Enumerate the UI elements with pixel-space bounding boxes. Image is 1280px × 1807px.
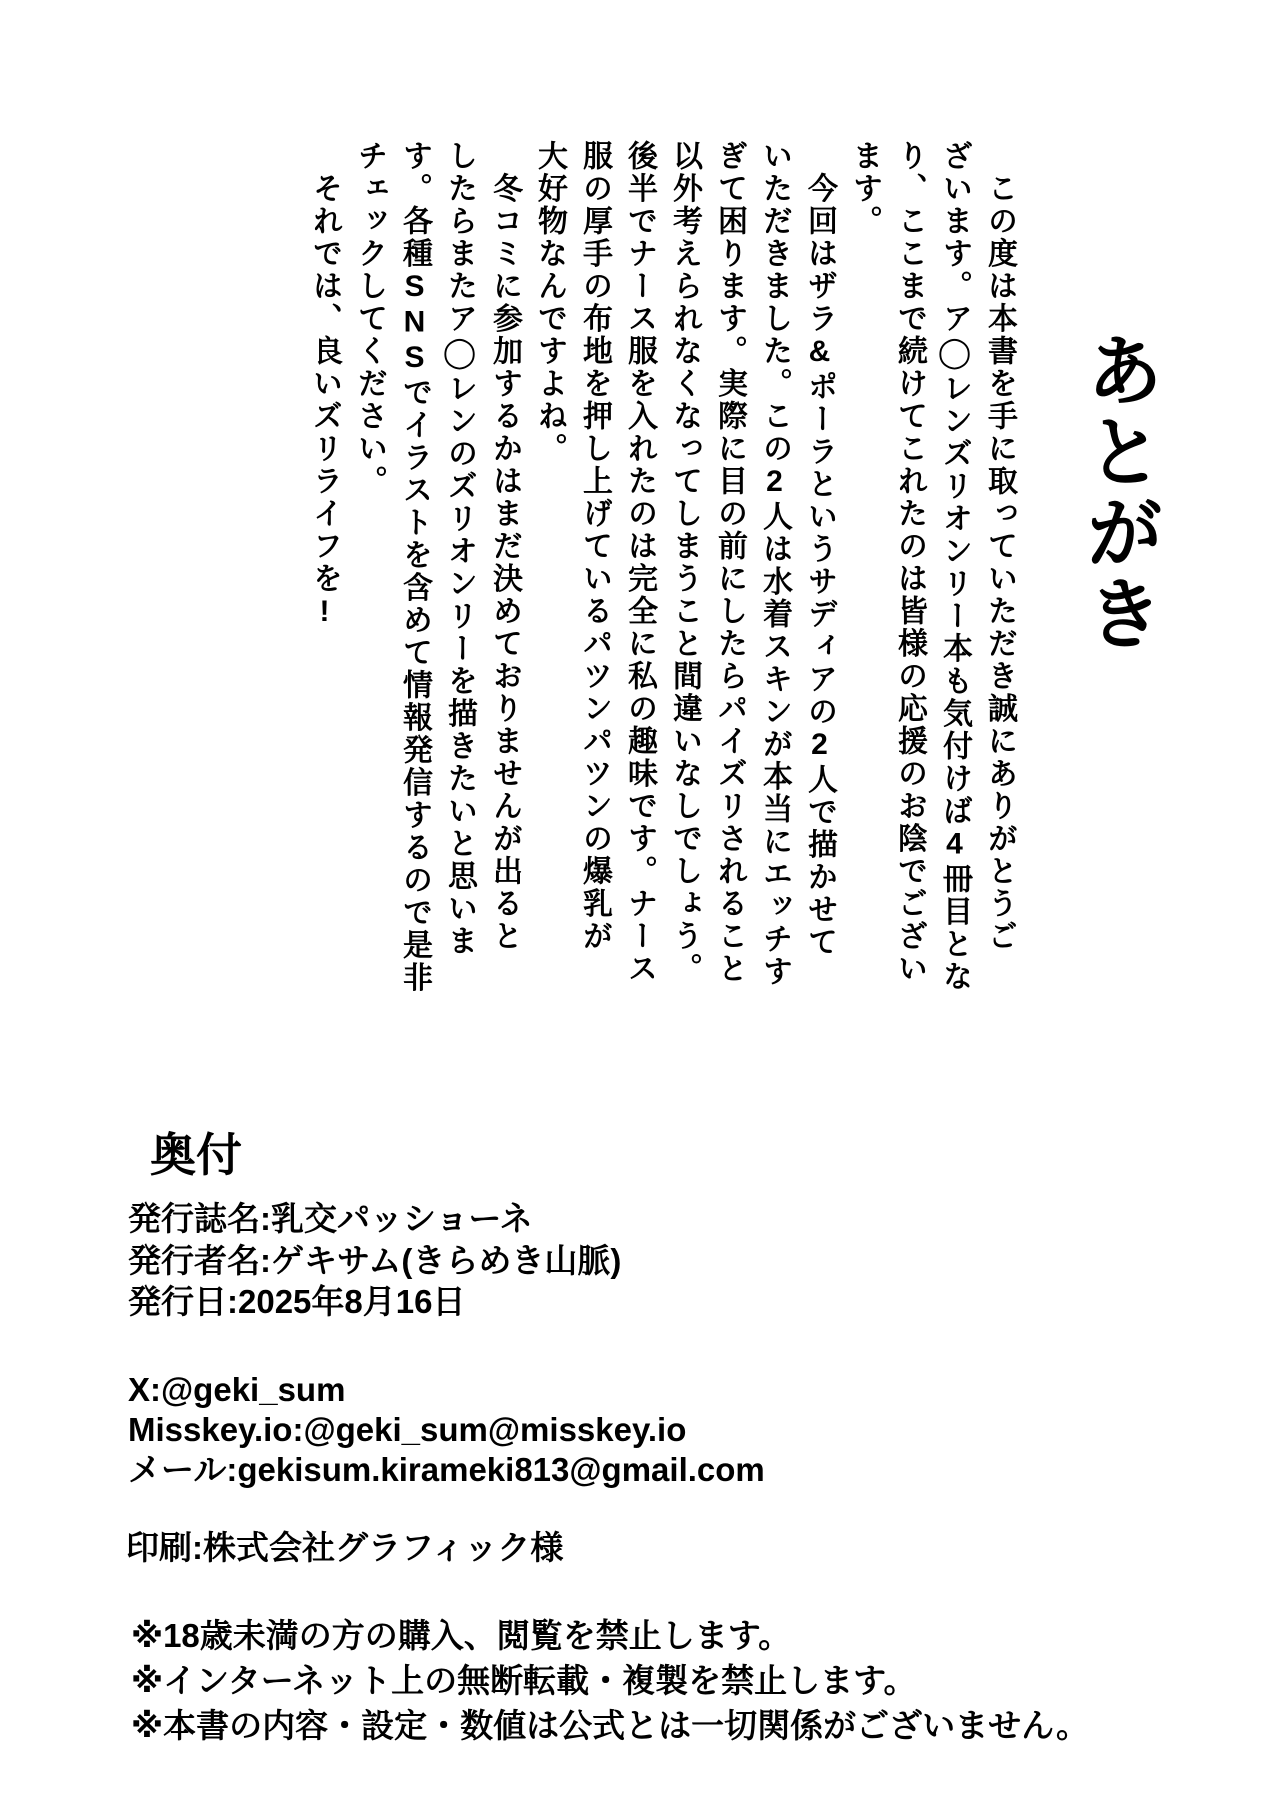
notice-repost-line: ※インターネット上の無断転載・複製を禁止します。 xyxy=(131,1662,917,1699)
afterword-column: いただきました。この2人は水着スキンが本当にエッチす xyxy=(758,140,791,988)
afterword-column: したらまたア◯レンのズリオンリーを描きたいと思いま xyxy=(443,140,476,958)
printer-line: 印刷:株式会社グラフィック様 xyxy=(126,1529,564,1566)
afterword-column: ぎて困ります。実際に目の前にしたらパイズリされること xyxy=(713,140,746,985)
x-account-line: X:@geki_sum xyxy=(128,1371,346,1408)
afterword-section xyxy=(302,140,1163,1000)
afterword-column: り、ここまで続けてこれたのは皆様の応援のお陰でござい xyxy=(893,140,926,985)
afterword-column: 以外考えられなくなってしまうこと間違いなしでしょう。 xyxy=(668,140,701,985)
publication-info-block xyxy=(128,1198,621,1323)
publish-date-line: 発行日:2025年8月16日 xyxy=(128,1283,466,1320)
contact-info-block xyxy=(128,1370,765,1490)
afterword-column: 今回はザラ&ポーラというサディアの2人で描かせて xyxy=(803,140,836,959)
afterword-column: 後半でナース服を入れたのは完全に私の趣味です。ナース xyxy=(623,140,656,985)
afterword-column: ます。 xyxy=(848,140,881,238)
afterword-column: 大好物なんですよね。 xyxy=(533,140,566,465)
publisher-name-line: 発行者名:ゲキサム(きらめき山脈) xyxy=(128,1241,622,1279)
email-line: メール:gekisum.kirameki813@gmail.com xyxy=(128,1451,765,1488)
afterword-column: この度は本書を手に取っていただき誠にありがとうご xyxy=(983,140,1016,953)
misskey-account-line: Misskey.io:@geki_sum@misskey.io xyxy=(128,1411,687,1448)
printer-info-block xyxy=(126,1528,563,1568)
afterword-column: チェックしてください。 xyxy=(353,140,386,498)
afterword-title: あとがき xyxy=(1075,330,1163,654)
afterword-column: す。各種SNSでイラストを含めて情報発信するので是非 xyxy=(398,140,431,994)
afterword-column: ざいます。ア◯レンズリオンリー本も気付けば4冊目とな xyxy=(938,140,971,993)
notice-age-line: ※18歳未満の方の購入、閲覧を禁止します。 xyxy=(131,1617,792,1654)
afterword-column: それでは、良いズリライフを! xyxy=(308,140,341,631)
notice-block xyxy=(131,1613,1089,1748)
afterword-column: 冬コミに参加するかはまだ決めておりませんが出ると xyxy=(488,140,521,953)
publication-title-line: 発行誌名:乳交パッショーネ xyxy=(128,1200,533,1237)
afterword-column: 服の厚手の布地を押し上げているパツンパツンの爆乳が xyxy=(578,140,611,953)
notice-official-line: ※本書の内容・設定・数値は公式とは一切関係がございません。 xyxy=(131,1707,1090,1744)
colophon-heading: 奥付 xyxy=(150,1129,242,1181)
